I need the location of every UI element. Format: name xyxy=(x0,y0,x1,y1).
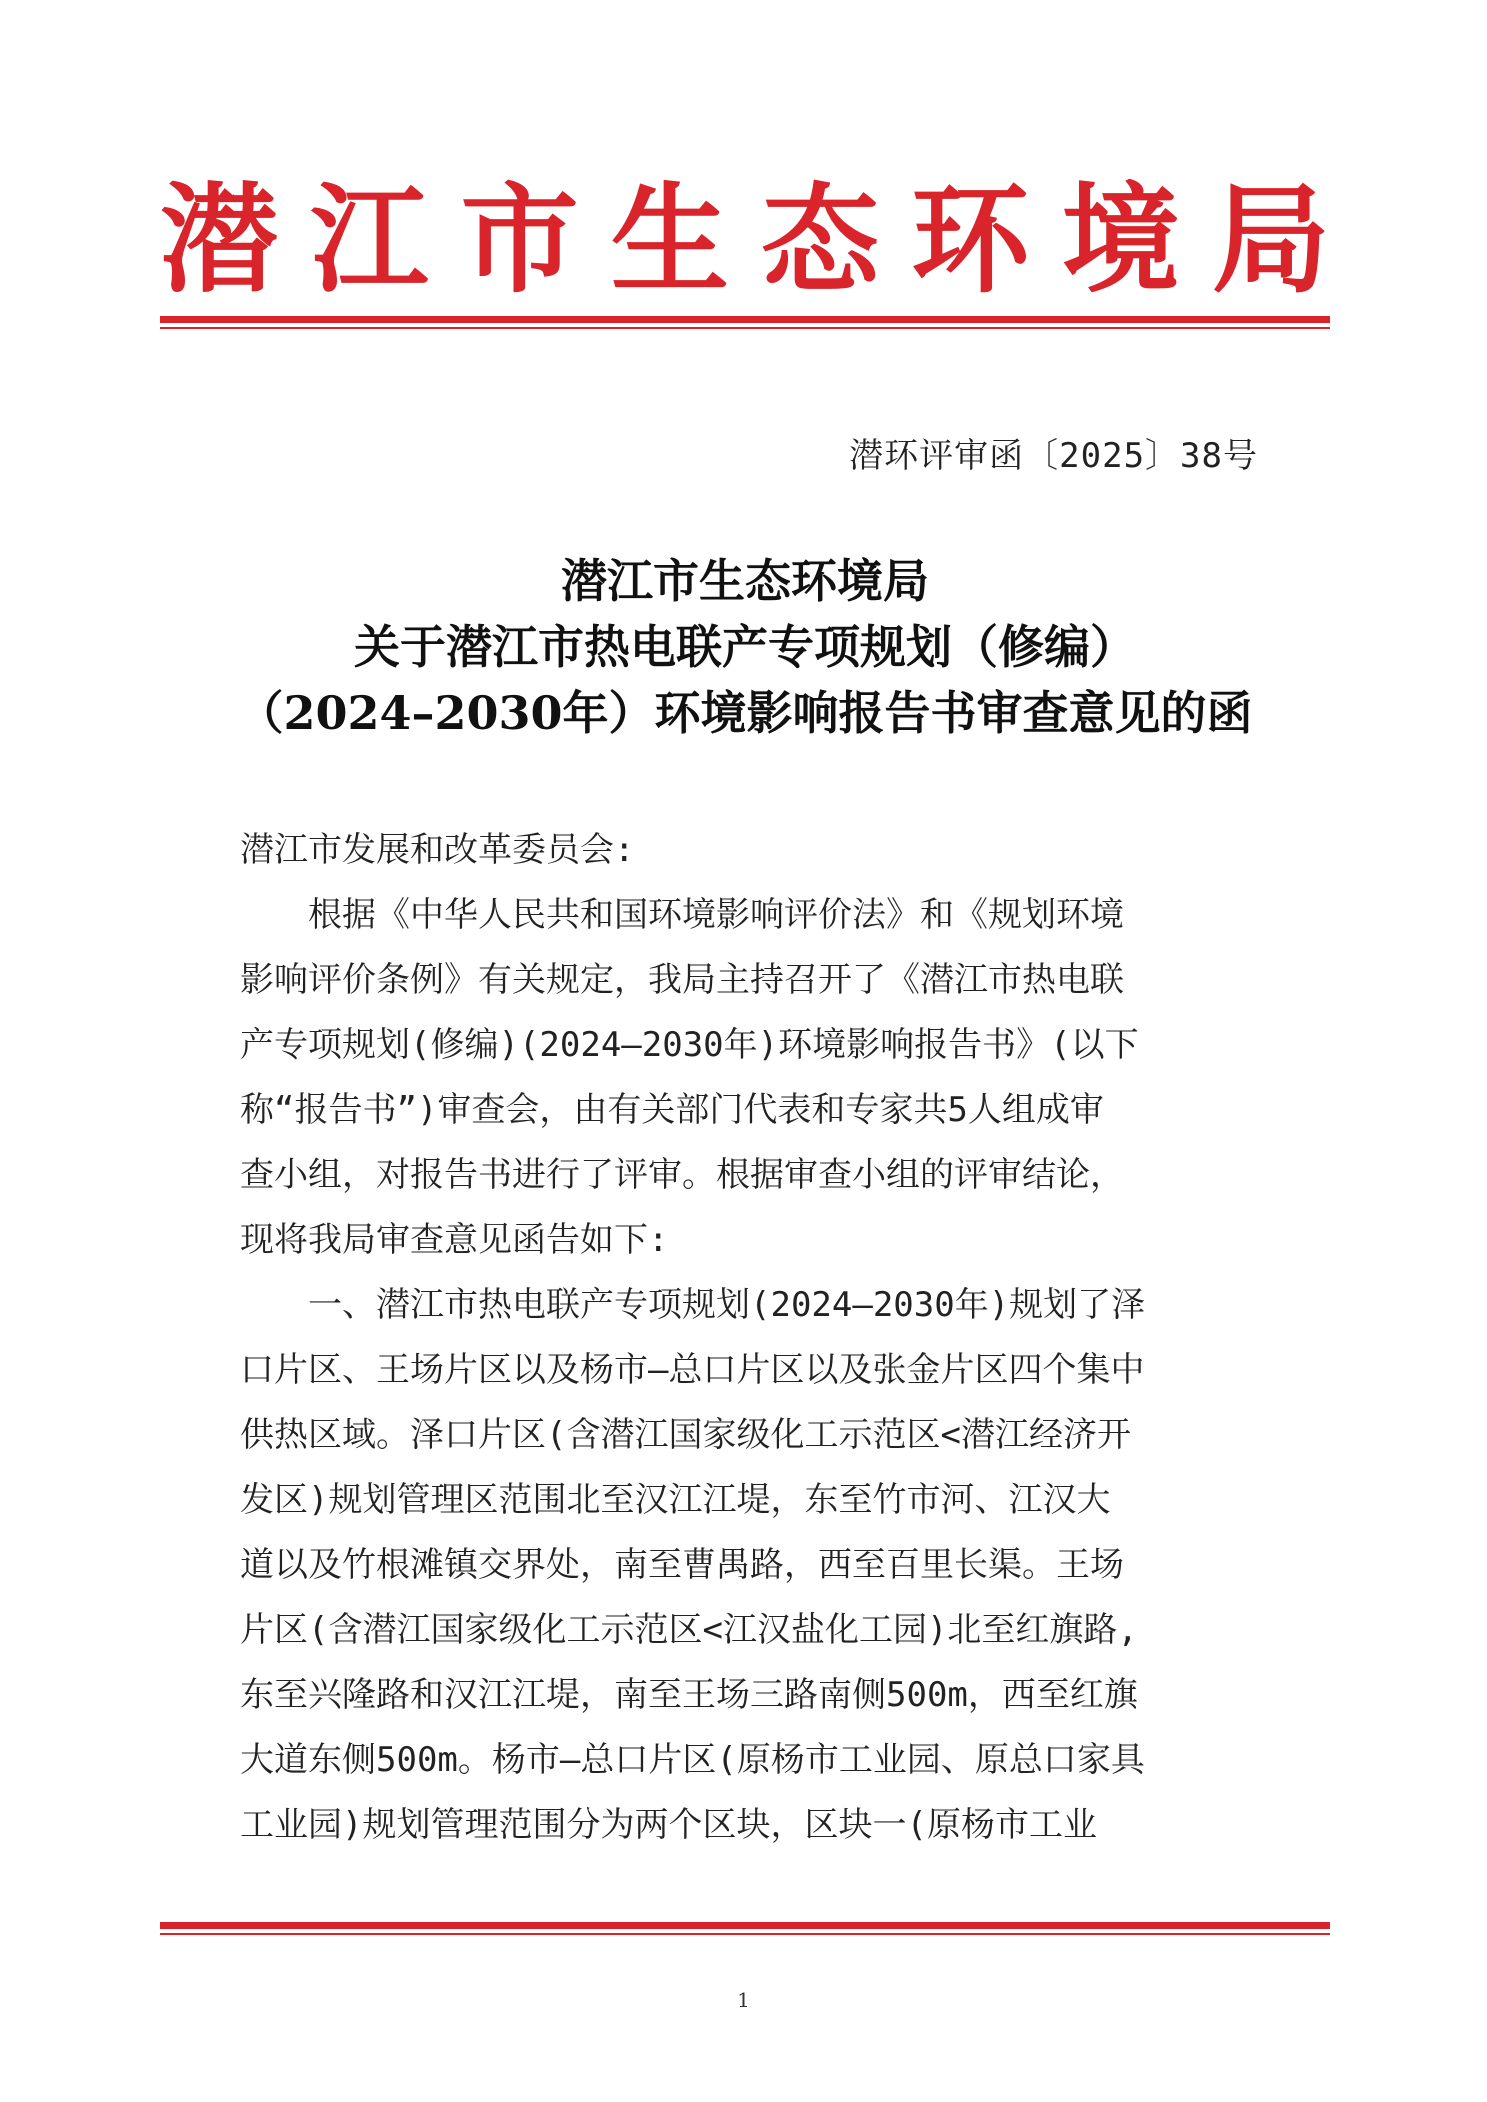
agency-letterhead xyxy=(160,160,1330,320)
letterhead-char: 境 xyxy=(1061,170,1180,309)
body-line: 道以及竹根滩镇交界处，南至曹禺路，西至百里长渠。王场 xyxy=(240,1545,1124,1585)
title-line: （2024–2030年）环境影响报告书审查意见的函 xyxy=(237,686,1253,740)
body-line: 现将我局审查意见函告如下: xyxy=(240,1220,669,1260)
letterhead-char: 生 xyxy=(610,170,729,309)
letterhead-char: 市 xyxy=(460,170,579,309)
document-number: 潜环评审函〔2025〕38号 xyxy=(849,436,1258,476)
body-line: 供热区域。泽口片区(含潜江国家级化工示范区<潜江经济开 xyxy=(240,1415,1131,1455)
body-line: 口片区、王场片区以及杨市–总口片区以及张金片区四个集中 xyxy=(240,1350,1145,1390)
letterhead-char: 潜 xyxy=(160,170,279,309)
letterhead-char: 江 xyxy=(310,170,429,309)
body-line: 称“报告书”)审查会，由有关部门代表和专家共5人组成审 xyxy=(240,1090,1104,1130)
body-line: 产专项规划(修编)(2024–2030年)环境影响报告书》(以下 xyxy=(240,1025,1139,1065)
letterhead-divider xyxy=(160,316,1330,329)
letter-body xyxy=(240,818,1260,1858)
body-line: 东至兴隆路和汉江江堤，南至王场三路南侧500m，西至红旗 xyxy=(240,1675,1138,1715)
body-line: 一、潜江市热电联产专项规划(2024–2030年)规划了泽 xyxy=(240,1285,1146,1325)
body-line: 根据《中华人民共和国环境影响评价法》和《规划环境 xyxy=(240,895,1124,935)
body-line: 片区(含潜江国家级化工示范区<江汉盐化工园)北至红旗路, xyxy=(240,1610,1138,1650)
letterhead-char: 态 xyxy=(761,170,880,309)
page-number: 1 xyxy=(737,1988,750,2012)
body-line: 影响评价条例》有关规定，我局主持召开了《潜江市热电联 xyxy=(240,960,1124,1000)
document-title xyxy=(160,548,1330,746)
body-line: 工业园)规划管理范围分为两个区块，区块一(原杨市工业 xyxy=(240,1805,1097,1845)
letterhead-char: 局 xyxy=(1211,170,1330,309)
title-line: 潜江市生态环境局 xyxy=(561,554,929,608)
letterhead-char: 环 xyxy=(911,170,1030,309)
body-line: 大道东侧500m。杨市–总口片区(原杨市工业园、原总口家具 xyxy=(240,1740,1145,1780)
body-line: 查小组，对报告书进行了评审。根据审查小组的评审结论， xyxy=(240,1155,1124,1195)
body-line: 发区)规划管理区范围北至汉江江堤，东至竹市河、江汉大 xyxy=(240,1480,1111,1520)
body-line: 潜江市发展和改革委员会: xyxy=(240,830,635,870)
title-line: 关于潜江市热电联产专项规划（修编） xyxy=(354,620,1136,674)
footer-divider xyxy=(160,1922,1330,1935)
